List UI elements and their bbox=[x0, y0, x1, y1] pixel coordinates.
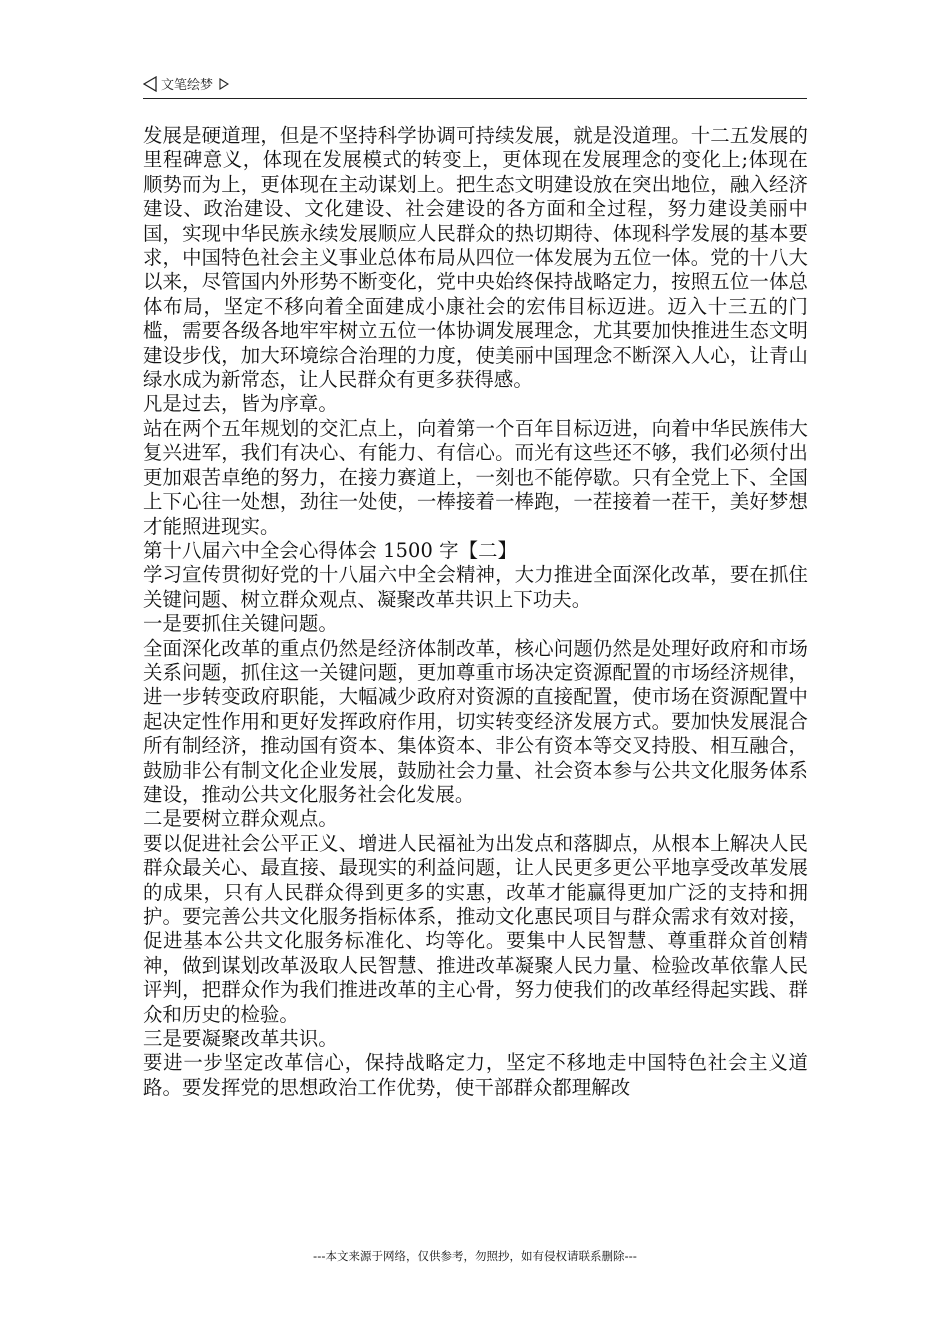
header-brand bbox=[143, 74, 229, 93]
brand-text: 文笔绘梦 bbox=[161, 78, 214, 93]
right-triangle-icon bbox=[219, 78, 229, 90]
page-footer: ---本文来源于网络，仅供参考，勿照抄，如有侵权请联系删除--- bbox=[313, 1249, 637, 1263]
page-header bbox=[143, 72, 807, 99]
paragraph: 要进一步坚定改革信心，保持战略定力，坚定不移地走中国特色社会主义道路。要发挥党的思想政治工作优势，使干部群众都理解改 bbox=[143, 1051, 808, 1099]
document-body bbox=[143, 124, 808, 1100]
paragraph: 凡是过去，皆为序章。 bbox=[143, 392, 338, 416]
paragraph: 要以促进社会公平正义、增进人民福祉为出发点和落脚点，从根本上解决人民群众最关心、最直接、最现实的利益问题，让人民更多更公平地享受改革发展的成果，只有人民群众得到更多的实惠，改革才能赢得更加广泛的支持和拥护。要完善公共文化服务指标体系，推动文化惠民项目与群众需求有效对接，促进基本公共文化服务标准化、均等化。要集中人民智慧、尊重群众首创精神，做到谋划改革汲取人民智慧、推进改革凝聚人民力量、检验改革依靠人民评判，把群众作为我们推进改革的主心骨，努力使我们的改革经得起实践、群众和历史的检验。 bbox=[143, 831, 808, 1026]
paragraph: 发展是硬道理，但是不坚持科学协调可持续发展，就是没道理。十二五发展的里程碑意义，体现在发展模式的转变上，更体现在发展理念的变化上;体现在顺势而为上，更体现在主动谋划上。把生态文明建设放在突出地位，融入经济建设、政治建设、文化建设、社会建设的各方面和全过程，努力建设美丽中国，实现中华民族永续发展顺应人民群众的热切期待、体现科学发展的基本要求，中国特色社会主义事业总体布局从四位一体发展为五位一体。党的十八大以来，尽管国内外形势不断变化，党中央始终保持战略定力，按照五位一体总体布局，坚定不移向着全面建成小康社会的宏伟目标迈进。迈入十三五的门槛，需要各级各地牢牢树立五位一体协调发展理念，尤其要加快推进生态文明建设步伐，加大环境综合治理的力度，使美丽中国理念不断深入人心，让青山绿水成为新常态，让人民群众有更多获得感。 bbox=[143, 124, 808, 392]
section-heading: 第十八届六中全会心得体会 1500 字【二】 bbox=[143, 538, 518, 562]
paragraph: 全面深化改革的重点仍然是经济体制改革，核心问题仍然是处理好政府和市场关系问题，抓住这一关键问题，更加尊重市场决定资源配置的市场经济规律，进一步转变政府职能，大幅减少政府对资源的直接配置，使市场在资源配置中起决定性作用和更好发挥政府作用，切实转变经济发展方式。要加快发展混合所有制经济，推动国有资本、集体资本、非公有资本等交叉持股、相互融合，鼓励非公有制文化企业发展，鼓励社会力量、社会资本参与公共文化服务体系建设，推动公共文化服务社会化发展。 bbox=[143, 636, 808, 806]
left-triangle-icon bbox=[143, 76, 157, 92]
subheading: 一是要抓住关键问题。 bbox=[143, 612, 338, 636]
subheading: 二是要树立群众观点。 bbox=[143, 807, 338, 831]
paragraph: 学习宣传贯彻好党的十八届六中全会精神，大力推进全面深化改革，要在抓住关键问题、树立群众观点、凝聚改革共识上下功夫。 bbox=[143, 563, 808, 611]
paragraph: 站在两个五年规划的交汇点上，向着第一个百年目标迈进，向着中华民族伟大复兴进军，我们有决心、有能力、有信心。而光有这些还不够，我们必须付出更加艰苦卓绝的努力，在接力赛道上，一刻也不能停歇。只有全党上下、全国上下心往一处想，劲往一处使，一棒接着一棒跑，一茬接着一茬干，美好梦想才能照进现实。 bbox=[143, 416, 808, 538]
subheading: 三是要凝聚改革共识。 bbox=[143, 1027, 338, 1051]
